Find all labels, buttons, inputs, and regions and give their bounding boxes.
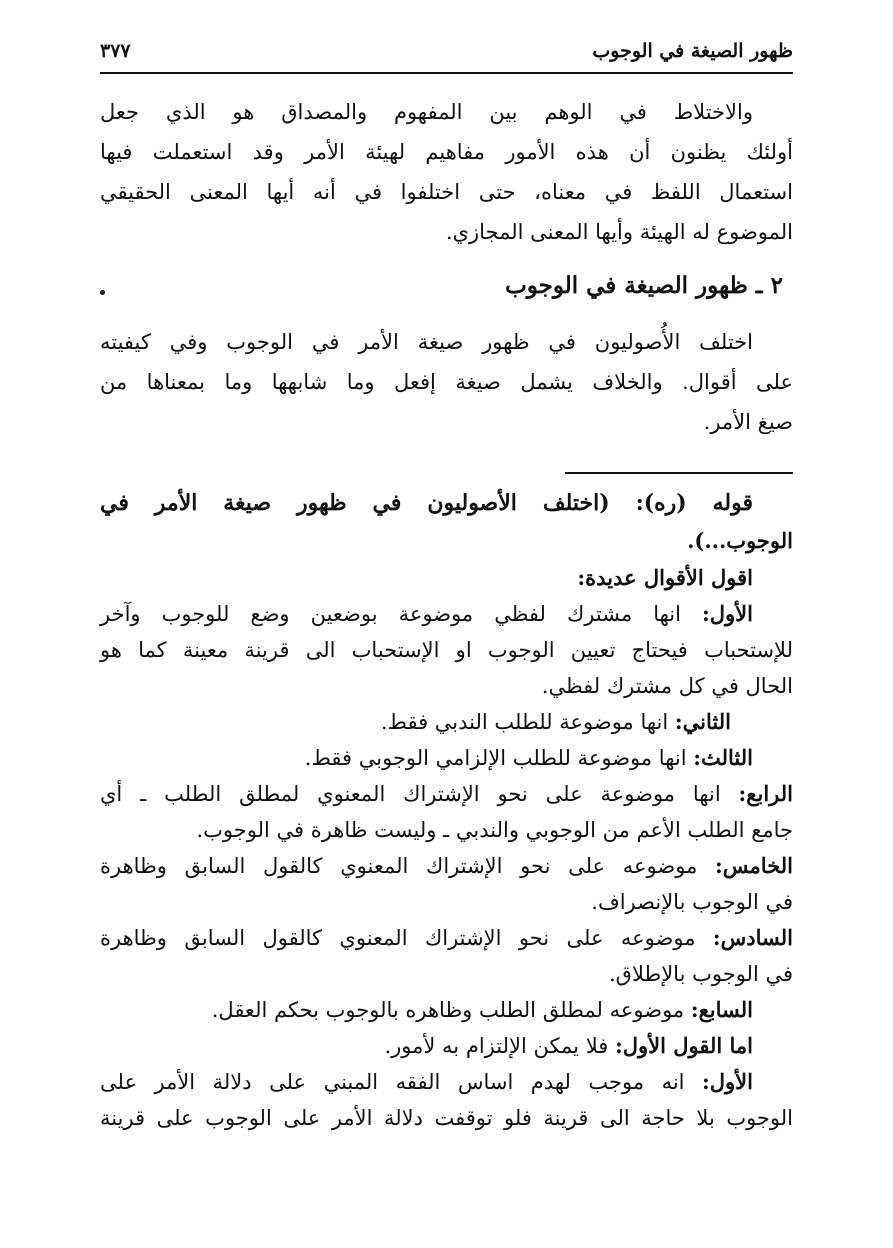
running-title: ظهور الصيغة في الوجوب [592, 40, 793, 62]
section-heading: ٢ ـ ظهور الصيغة في الوجوب [505, 272, 783, 299]
text-line: استعمال اللفظ في معناه، حتى اختلفوا في أنه أيها المعنى الحقيقي [100, 180, 793, 204]
opinion-third [100, 740, 793, 776]
opinion-text: موضوعه على نحو الإشتراك المعنوي كالقول السابق وظاهرة [100, 926, 696, 950]
text-line: أولئك يظنون أن هذه الأمور مفاهيم لهيئة الأمر وقد استعملت فيها [100, 140, 793, 164]
book-page [100, 0, 793, 1248]
opinion-label: السادس: [712, 925, 793, 950]
page-number: ٣٧٧ [100, 40, 131, 62]
text-line: على أقوال. والخلاف يشمل صيغة إفعل وما شابهها وما بمعناها من [100, 370, 793, 394]
decorative-dot [100, 290, 105, 295]
opinion-text: موضوعه على نحو الإشتراك المعنوي كالقول السابق وظاهرة [100, 854, 698, 878]
opinion-text: انها موضوعة للطلب الإلزامي الوجوبي فقط. [304, 746, 687, 770]
opinion-label: الأول: [702, 1069, 753, 1094]
text-line: صيغ الأمر. [703, 410, 793, 434]
text-line: الوجوب بلا حاجة الى قرينة فلو توقفت دلالة الأمر على الوجوب على قرينة [100, 1106, 793, 1130]
opinion-text: انها موضوعة على نحو الإشتراك المعنوي لمطلق الطلب ـ أي [100, 782, 721, 806]
quote-line: الوجوب...). [687, 528, 793, 553]
opinion-label: الثالث: [693, 745, 753, 770]
text-line: في الوجوب بالإنصراف. [591, 890, 793, 914]
quote-line: قوله (ره): (اختلف الأصوليون في ظهور صيغة الأمر في [100, 490, 753, 516]
opinion-second [100, 704, 793, 740]
first-opinion-critique [100, 1028, 793, 1064]
text-line: والاختلاط في الوهم بين المفهوم والمصداق هو الذي جعل [100, 100, 753, 124]
opinion-label: الرابع: [738, 781, 793, 806]
commentary [100, 484, 793, 1136]
section-paragraph [100, 322, 793, 442]
opinion-text: انه موجب لهدم اساس الفقه المبني على دلالة الأمر على [100, 1070, 685, 1094]
reason-first [100, 1064, 793, 1100]
opinion-label: الثاني: [674, 709, 731, 734]
opinion-sixth [100, 920, 793, 956]
opinion-text: انها مشترك لفظي موضوعة بوضعين وضع للوجوب وآخر [100, 602, 681, 626]
text-line: في الوجوب بالإطلاق. [608, 962, 793, 986]
opinion-text: فلا يمكن الإلتزام به لأمور. [384, 1034, 609, 1058]
text-line: للإستحباب فيحتاج تعيين الوجوب او الإستحباب الى قرينة معينة كما هو [100, 638, 793, 662]
opinion-label: السابع: [690, 997, 753, 1022]
page-header [100, 34, 793, 74]
intro-paragraph [100, 92, 793, 252]
opinion-label: اما القول الأول: [614, 1033, 753, 1058]
opinions-intro: اقول الأقوال عديدة: [577, 565, 753, 590]
opinion-text: موضوعه لمطلق الطلب وظاهره بالوجوب بحكم العقل. [211, 998, 685, 1022]
opinion-fifth [100, 848, 793, 884]
opinion-fourth [100, 776, 793, 812]
footnote-separator [565, 472, 793, 474]
opinion-first [100, 596, 793, 632]
opinion-label: الأول: [702, 601, 753, 626]
opinion-text: انها موضوعة للطلب الندبي فقط. [380, 710, 669, 734]
text-line: جامع الطلب الأعم من الوجوبي والندبي ـ وليست ظاهرة في الوجوب. [196, 818, 793, 842]
text-line: الحال في كل مشترك لفظي. [541, 674, 793, 698]
header-rule [100, 72, 793, 74]
opinion-seventh [100, 992, 793, 1028]
text-line: اختلف الأُصوليون في ظهور صيغة الأمر في الوجوب وفي كيفيته [100, 330, 753, 354]
text-line: الموضوع له الهيئة وأيها المعنى المجازي. [445, 220, 793, 244]
opinion-label: الخامس: [715, 853, 793, 878]
